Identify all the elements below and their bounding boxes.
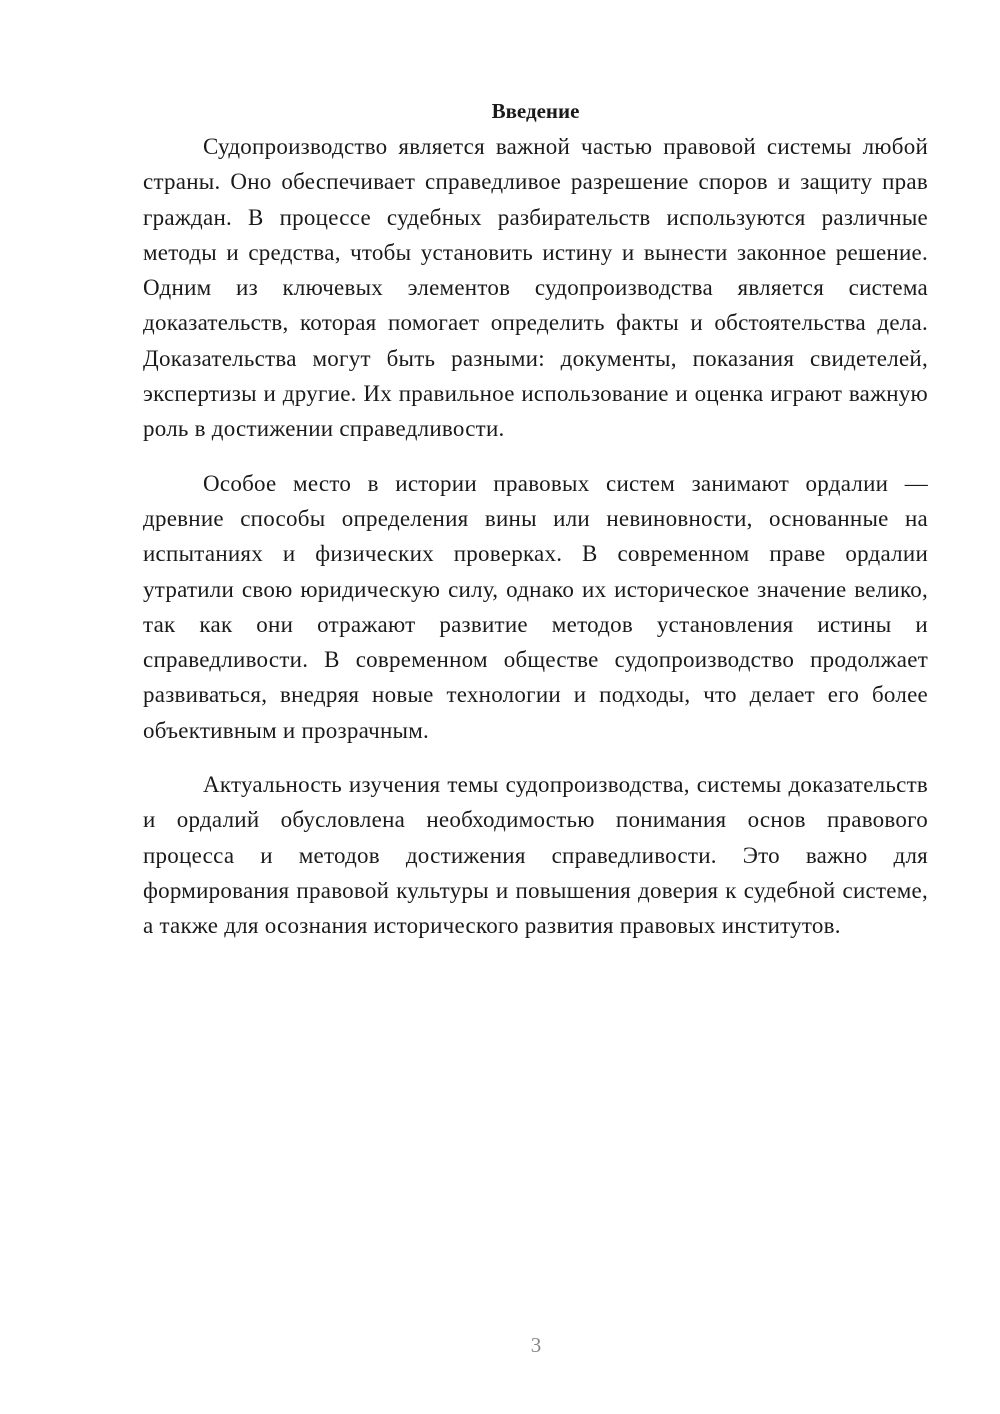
paragraph-3: Актуальность изучения темы судопроизводства, системы доказательств и ордалий обусловлена необходимостью понимания основ правового процесса и методов достижения справедливости. Это важно для формирования правовой культуры и повышения доверия к судебной системе, а также для осознания исторического развития правовых институтов. <box>143 772 928 939</box>
paragraph-1: Судопроизводство является важной частью правовой системы любой страны. Оно обеспечивает справедливое разрешение споров и защиту прав граждан. В процессе судебных разбирательств используются различные методы и средства, чтобы установить истину и вынести законное решение. Одним из ключевых элементов судопроизводства является система доказательств, которая помогает определить факты и обстоятельства дела. Доказательства могут быть разными: документы, показания свидетелей, экспертизы и другие. Их правильное использование и оценка играют важную роль в достижении справедливости. <box>143 134 928 442</box>
section-heading: Введение <box>491 99 580 123</box>
paragraph-2: Особое место в истории правовых систем занимают ордалии — древние способы определения вины или невиновности, основанные на испытаниях и физических проверках. В современном праве ордалии утратили свою юридическую силу, однако их историческое значение велико, так как они отражают развитие методов установления истины и справедливости. В современном обществе судопроизводство продолжает развиваться, внедряя новые технологии и подходы, что делает его более объективным и прозрачным. <box>143 470 928 743</box>
page-content <box>143 96 928 944</box>
page-number: 3 <box>530 1333 542 1357</box>
